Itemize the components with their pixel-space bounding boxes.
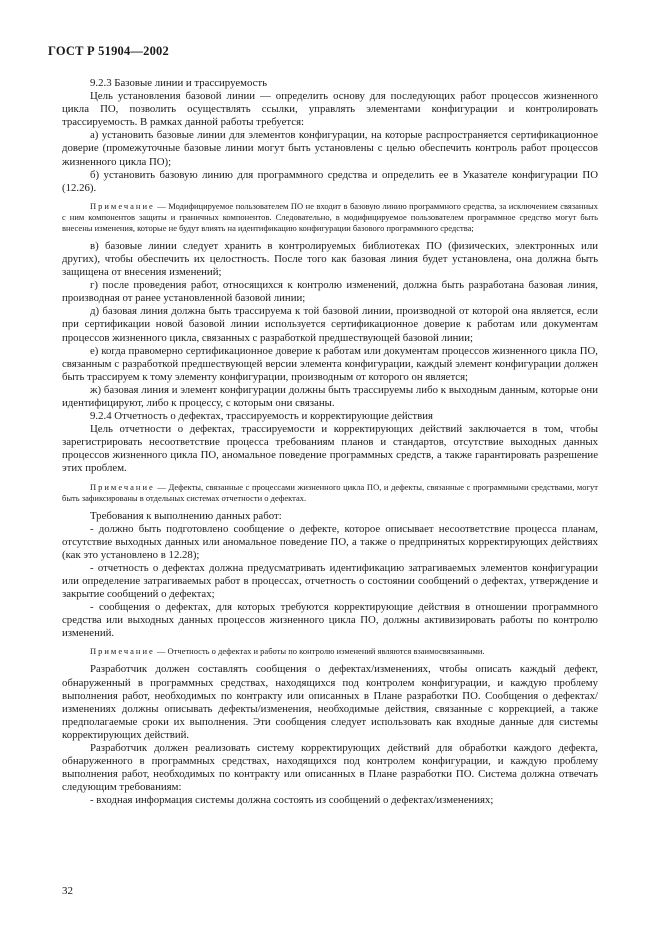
- note-text: — Дефекты, связанные с процессами жизненного цикла ПО, и дефекты, связанные с программными средствами, могут быть зафиксированы в отдельных системах отчетности о дефектах.: [62, 481, 598, 503]
- list-item-g: г) после проведения работ, относящихся к контролю изменений, должна быть разработана базовая линия, производная от ранее установленной базовой линии;: [62, 279, 598, 305]
- note-label: Примечание: [90, 481, 155, 492]
- note-label: Примечание: [90, 200, 155, 211]
- note: [62, 201, 598, 234]
- section-heading-9-2-3: 9.2.3 Базовые линии и трассируемость: [90, 77, 268, 89]
- list-item-zh: ж) базовая линия и элемент конфигурации должны быть трассируемы либо к выходным данным, которые они идентифицируют, либо к процессу, с которым они связаны.: [62, 383, 598, 409]
- requirement-item: - отчетность о дефектах должна предусматривать идентификацию затрагиваемых элементов конфигурации или определение затрагиваемых работ в процессах, отчетность о состоянии сообщений о дефектах, утверждение и закрытие сообщений о дефектах;: [62, 561, 598, 601]
- list-item-v: в) базовые линии следует хранить в контролируемых библиотеках ПО (физических, электронных или других), чтобы обеспечить их целостность. После того как базовая линия будет установлена, она должна быть защищена от внесения изменений;: [62, 239, 598, 279]
- document-header: ГОСТ Р 51904—2002: [48, 44, 169, 58]
- requirement-item: - входная информация системы должна состоять из сообщений о дефектах/изменениях;: [90, 794, 494, 807]
- paragraph: Разработчик должен составлять сообщения о дефектах/изменениях, чтобы описать каждый дефект, обнаруженный в программных средствах, находящихся под контролем конфигурации, и каждую проблему выполнения работ, необходимых по контракту или описанных в Плане разработки ПО. Сообщения о дефектах/изменениях должны описывать дефекты/изменения, необходимые действия, связанные с коррекцией, а также предполагаемые сроки их выполнения. Эти сообщения следует использовать как входные данные для системы корректирующих действий.: [62, 663, 598, 741]
- note: [62, 482, 598, 504]
- list-item-d: д) базовая линия должна быть трассируема к той базовой линии, производной от которой она является, если при сертификации новой базовой линии используется сертификационное доверие к работам или документам процессов жизненного цикла, связанных с разработкой предшествующей базовой линии;: [62, 305, 598, 344]
- requirement-item: - сообщения о дефектах, для которых требуются корректирующие действия в отношении программного средства или выходных данных процессов жизненного цикла ПО, должны активизировать работы по контролю изменений.: [62, 601, 598, 640]
- list-item-e: е) когда правомерно сертификационное доверие к работам или документам процессов жизненного цикла ПО, связанным с разработкой предшествующей версии элемента конфигурации, каждый элемент конфигурации должен быть трассируем к тому элементу конфигурации, производным от которого он является;: [62, 344, 598, 383]
- requirements-intro: Требования к выполнению данных работ:: [90, 509, 282, 522]
- requirement-item: - должно быть подготовлено сообщение о дефекте, которое описывает несоответствие процесса планам, отсутствие выходных данных или аномальное поведение ПО, а также о предпринятых корректирующих действиях (как это установлено в 12.28);: [62, 522, 598, 561]
- section-heading-9-2-4: 9.2.4 Отчетность о дефектах, трассируемость и корректирующие действия: [90, 410, 433, 423]
- note-text: — Отчетность о дефектах и работы по контролю изменений являются взаимосвязанными.: [154, 646, 485, 657]
- list-item-b: б) установить базовую линию для программного средства и определить ее в Указателе конфигурации ПО (12.26).: [62, 168, 598, 194]
- page-content: [62, 77, 598, 808]
- paragraph: Разработчик должен реализовать систему корректирующих действий для обработки каждого дефекта, обнаруженного в программных средствах, находящихся под контролем конфигурации, и каждую проблему выполнения работ, необходимых по контракту или описанных в Плане разработки ПО. Система должна отвечать следующим требованиям:: [62, 742, 598, 794]
- paragraph: Цель отчетности о дефектах, трассируемости и корректирующих действий заключается в том, чтобы зарегистрировать несоответствие процесса требованиям планов и стандартов, отсутствие выходных данных процессов жизненного цикла ПО, аномальное поведение программных средств, а также гарантировать разрешение этих проблем.: [62, 423, 598, 475]
- page-number: 32: [62, 885, 73, 897]
- note-text: — Модифицируемое пользователем ПО не входит в базовую линию программного средства, за исключением связанных с ним компонентов защиты и граничных компонентов. Следовательно, в модифицируемое пользователем программное средство могут быть внесены изменения, которые не будут влиять на идентификацию конфигурации базового программного средства;: [62, 200, 598, 233]
- list-item-a: а) установить базовые линии для элементов конфигурации, на которые распространяется сертификационное доверие (промежуточные базовые линии могут быть установлены с целью обеспечить контроль работ процессов жизненного цикла ПО);: [62, 129, 598, 168]
- note: [62, 646, 598, 657]
- paragraph: Цель установления базовой линии — определить основу для последующих работ процессов жизненного цикла ПО, позволить осуществлять ссылки, управлять элементами конфигурации и контролировать трассируемость. В рамках данной работы требуется:: [62, 90, 598, 129]
- note-label: Примечание: [90, 646, 155, 657]
